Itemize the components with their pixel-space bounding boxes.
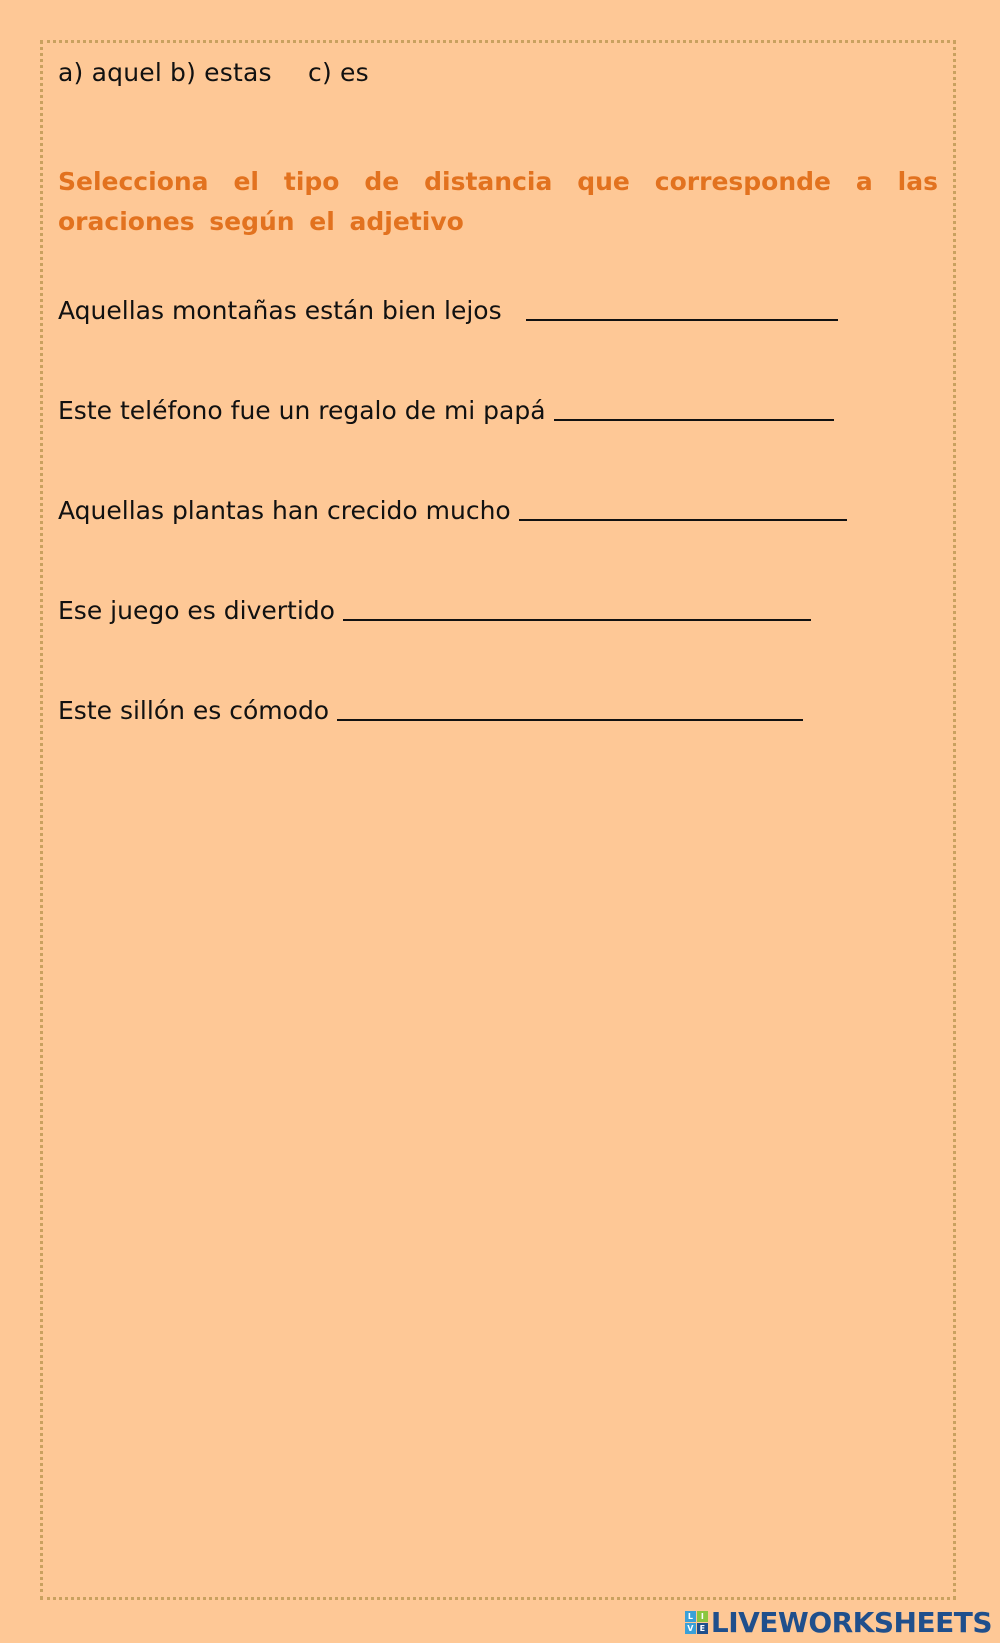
option-b: b) estas <box>170 58 272 87</box>
sentence-2 <box>58 396 834 425</box>
option-a: a) aquel <box>58 58 162 87</box>
sentence-text: Aquellas plantas han crecido mucho <box>58 496 511 525</box>
liveworksheets-logo <box>685 1606 992 1639</box>
sentence-5 <box>58 696 803 725</box>
sentence-3 <box>58 496 847 525</box>
sentence-4 <box>58 596 811 625</box>
sentence-1 <box>58 296 838 325</box>
option-c: c) es <box>308 58 369 87</box>
logo-text: LIVEWORKSHEETS <box>710 1606 992 1639</box>
answer-blank-5[interactable] <box>337 717 803 721</box>
answer-options <box>58 58 369 87</box>
answer-blank-3[interactable] <box>519 517 847 521</box>
answer-blank-1[interactable] <box>526 317 838 321</box>
instruction-text: Selecciona el tipo de distancia que corresponde a las oraciones según el adjetivo <box>58 167 938 236</box>
sentence-text: Este sillón es cómodo <box>58 696 330 725</box>
liveworksheets-mark-icon: L I V E <box>685 1611 708 1634</box>
sentence-text: Ese juego es divertido <box>58 596 335 625</box>
answer-blank-4[interactable] <box>343 617 811 621</box>
dotted-page-border <box>40 40 956 1600</box>
sentence-text: Este teléfono fue un regalo de mi papá <box>58 396 546 425</box>
sentence-text: Aquellas montañas están bien lejos <box>58 296 502 325</box>
answer-blank-2[interactable] <box>554 417 834 421</box>
